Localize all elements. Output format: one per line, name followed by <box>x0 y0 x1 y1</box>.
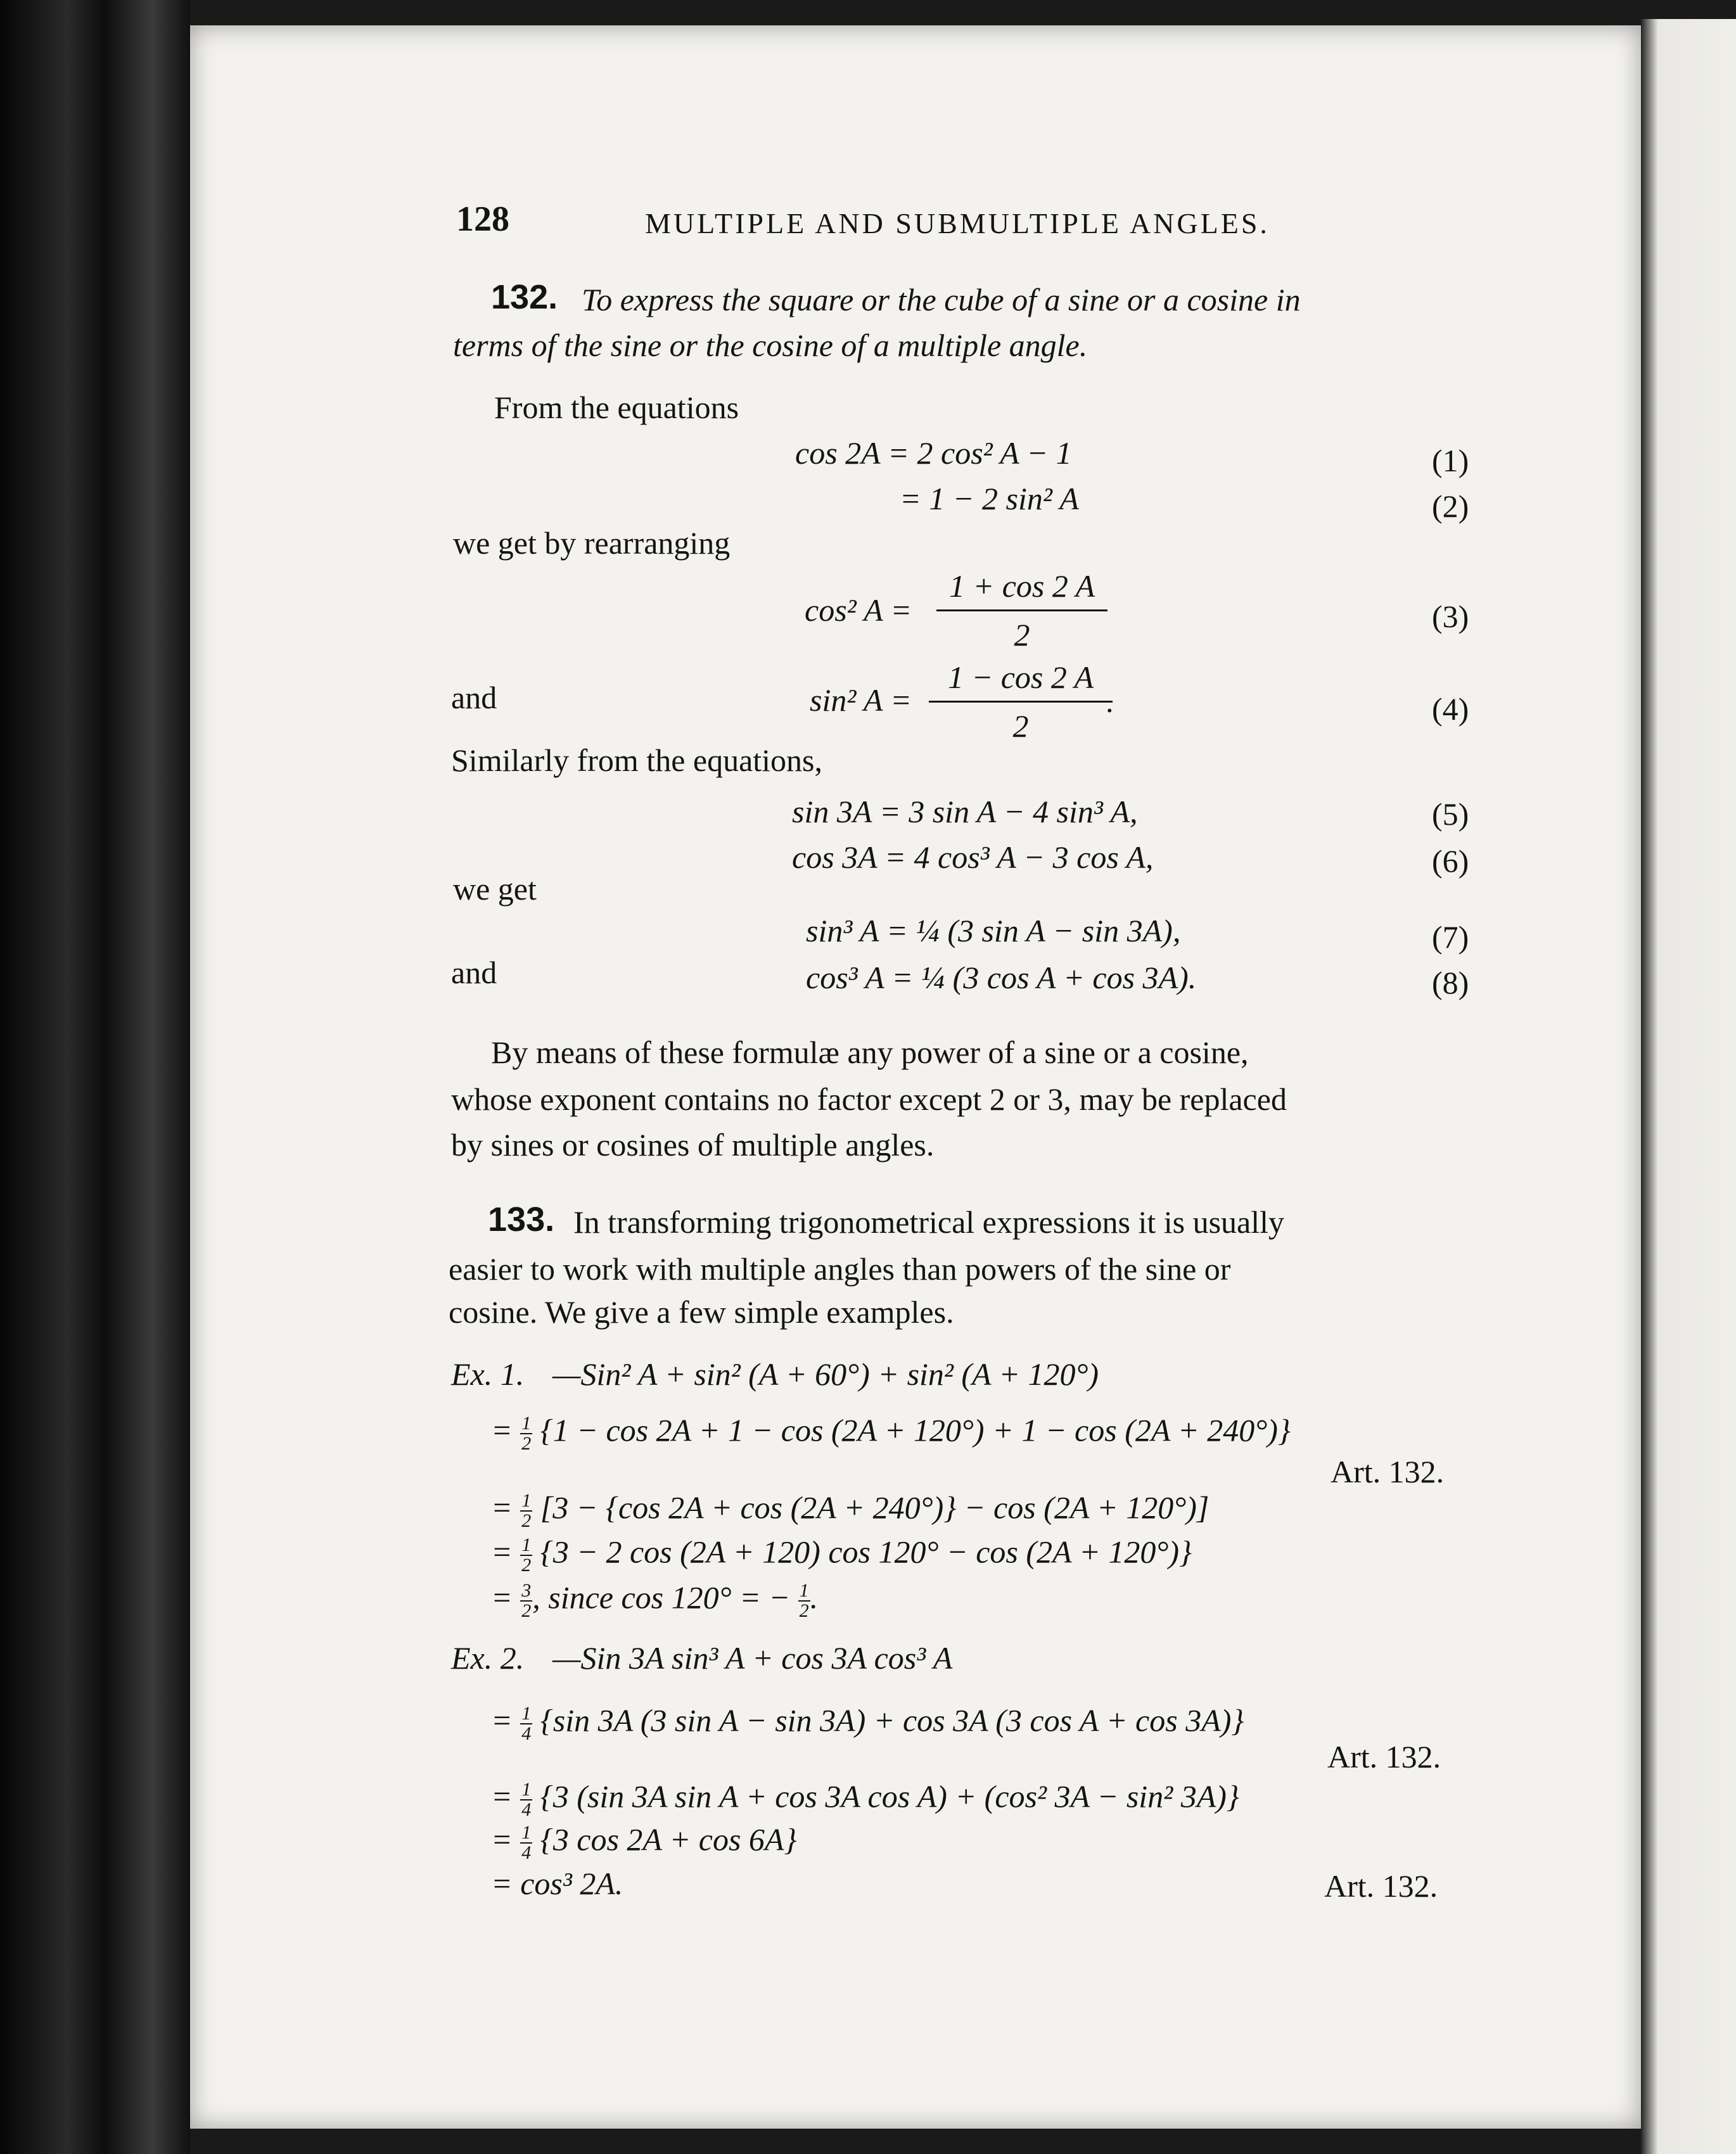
example-1-label: Ex. 1. <box>451 1356 525 1392</box>
article-132-title-line1: To express the square or the cube of a sine or a cosine in <box>582 282 1301 317</box>
equation-3-fraction <box>936 568 1107 653</box>
example-2-step3-text: {3 cos 2A + cos 6A} <box>540 1821 797 1858</box>
equation-number-6: (6) <box>1432 843 1469 879</box>
example-2-step2-text: {3 (sin 3A sin A + cos 3A cos A) + (cos² 3A − sin² 3A)} <box>540 1778 1239 1814</box>
book-spine <box>0 0 190 2154</box>
text-and-2: and <box>451 955 497 990</box>
example-2-step1: = $\frac{1}{4}$ {sin 3A (3 sin A − sin 3A) + cos 3A (3 cos A + cos 3A)} <box>491 1702 1244 1744</box>
example-2-step4: = cos³ 2A. <box>491 1866 623 1901</box>
fraction-half: $\frac{1}{2}$ <box>521 1413 532 1454</box>
running-title: MULTIPLE AND SUBMULTIPLE ANGLES. <box>645 207 1270 239</box>
equation-number-8: (8) <box>1432 965 1469 1000</box>
example-1-reference: Art. 132. <box>1331 1454 1445 1489</box>
article-number-133: 133. <box>488 1201 555 1239</box>
example-2-reference-2: Art. 132. <box>1324 1868 1438 1904</box>
equation-5: sin 3A = 3 sin A − 4 sin³ A, <box>792 794 1138 829</box>
equation-number-4: (4) <box>1432 691 1469 727</box>
equation-1: cos 2A = 2 cos² A − 1 <box>795 435 1072 471</box>
equation-8: cos³ A = ¼ (3 cos A + cos 3A). <box>806 960 1197 995</box>
facing-page-edge <box>1641 19 1736 2154</box>
equation-3-numerator: 1 + cos 2 A <box>936 568 1107 611</box>
text-we-get: we get <box>453 871 537 907</box>
page-number: 128 <box>456 200 509 239</box>
text-from-equations: From the equations <box>494 390 739 425</box>
example-2-step2: = $\frac{1}{4}$ {3 (sin 3A sin A + cos 3A cos A) + (cos² 3A − sin² 3A)} <box>491 1778 1239 1820</box>
fraction-quarter: $\frac{1}{4}$ <box>521 1703 532 1744</box>
fraction-half: $\frac{1}{2}$ <box>521 1534 532 1576</box>
example-2-label: Ex. 2. <box>451 1640 525 1676</box>
equation-number-7: (7) <box>1432 919 1469 955</box>
article-133-line1: In transforming trigonometrical expressions it is usually <box>573 1204 1285 1240</box>
text-similarly: Similarly from the equations, <box>451 742 823 778</box>
example-1-step2-text: [3 − {cos 2A + cos (2A + 240°)} − cos (2A + 120°)] <box>540 1489 1209 1526</box>
example-1-step3: = $\frac{1}{2}$ {3 − 2 cos (2A + 120) cos 120° − cos (2A + 120°)} <box>491 1534 1192 1576</box>
equation-6: cos 3A = 4 cos³ A − 3 cos A, <box>792 839 1154 875</box>
equation-3-lhs: cos² A = <box>805 592 912 628</box>
equation-2: = 1 − 2 sin² A <box>900 481 1079 516</box>
equation-3-denominator: 2 <box>1014 617 1030 653</box>
example-1-step3-text: {3 − 2 cos (2A + 120) cos 120° − cos (2A + 120°)} <box>540 1534 1192 1570</box>
example-2-reference-1: Art. 132. <box>1327 1739 1441 1775</box>
equation-4-numerator: 1 − cos 2 A <box>929 659 1113 703</box>
text-rearranging: we get by rearranging <box>453 525 731 561</box>
fraction-three-halves: $\frac{3}{2}$ <box>521 1580 532 1621</box>
equation-4-lhs: sin² A = <box>810 682 912 718</box>
equation-4-fraction <box>929 659 1113 744</box>
fraction-quarter: $\frac{1}{4}$ <box>521 1779 532 1820</box>
article-133-line3: cosine. We give a few simple examples. <box>449 1294 954 1330</box>
text-and-1: and <box>451 680 497 715</box>
fraction-quarter: $\frac{1}{4}$ <box>521 1822 532 1863</box>
paragraph-line3: by sines or cosines of multiple angles. <box>451 1127 935 1163</box>
equation-number-1: (1) <box>1432 443 1469 478</box>
example-2-step3: = $\frac{1}{4}$ {3 cos 2A + cos 6A} <box>491 1821 797 1863</box>
example-1-step4: = $\frac{3}{2}$ , since cos 120° = − $\frac{1}{2}$ . <box>491 1579 819 1621</box>
equation-number-5: (5) <box>1432 796 1469 832</box>
fraction-half: $\frac{1}{2}$ <box>799 1580 809 1621</box>
article-133-line2: easier to work with multiple angles than powers of the sine or <box>449 1251 1231 1287</box>
article-132-title-line2: terms of the sine or the cosine of a multiple angle. <box>453 328 1088 363</box>
example-1-expression: —Sin² A + sin² (A + 60°) + sin² (A + 120°) <box>552 1356 1099 1392</box>
paragraph-line1: By means of these formulæ any power of a sine or a cosine, <box>491 1035 1249 1070</box>
example-2-expression: —Sin 3A sin³ A + cos 3A cos³ A <box>552 1640 953 1676</box>
equation-4-denominator: 2 <box>1012 708 1029 744</box>
article-number-132: 132. <box>491 278 558 316</box>
fraction-half: $\frac{1}{2}$ <box>521 1490 532 1531</box>
equation-4-period: . <box>1106 684 1114 719</box>
example-2-step1-text: {sin 3A (3 sin A − sin 3A) + cos 3A (3 cos A + cos 3A)} <box>540 1702 1244 1738</box>
equation-number-2: (2) <box>1432 488 1469 524</box>
equation-number-3: (3) <box>1432 599 1469 634</box>
example-1-step1-text: {1 − cos 2A + 1 − cos (2A + 120°) + 1 − cos (2A + 240°)} <box>540 1412 1291 1448</box>
example-1-step1: = $\frac{1}{2}$ {1 − cos 2A + 1 − cos (2A + 120°) + 1 − cos (2A + 240°)} <box>491 1412 1291 1454</box>
example-1-step2: = $\frac{1}{2}$ [3 − {cos 2A + cos (2A + 240°)} − cos (2A + 120°)] <box>491 1489 1209 1531</box>
paragraph-line2: whose exponent contains no factor except 2 or 3, may be replaced <box>451 1081 1287 1117</box>
example-1-step4-text: , since cos 120° = − <box>532 1579 791 1616</box>
equation-7: sin³ A = ¼ (3 sin A − sin 3A), <box>806 913 1181 948</box>
